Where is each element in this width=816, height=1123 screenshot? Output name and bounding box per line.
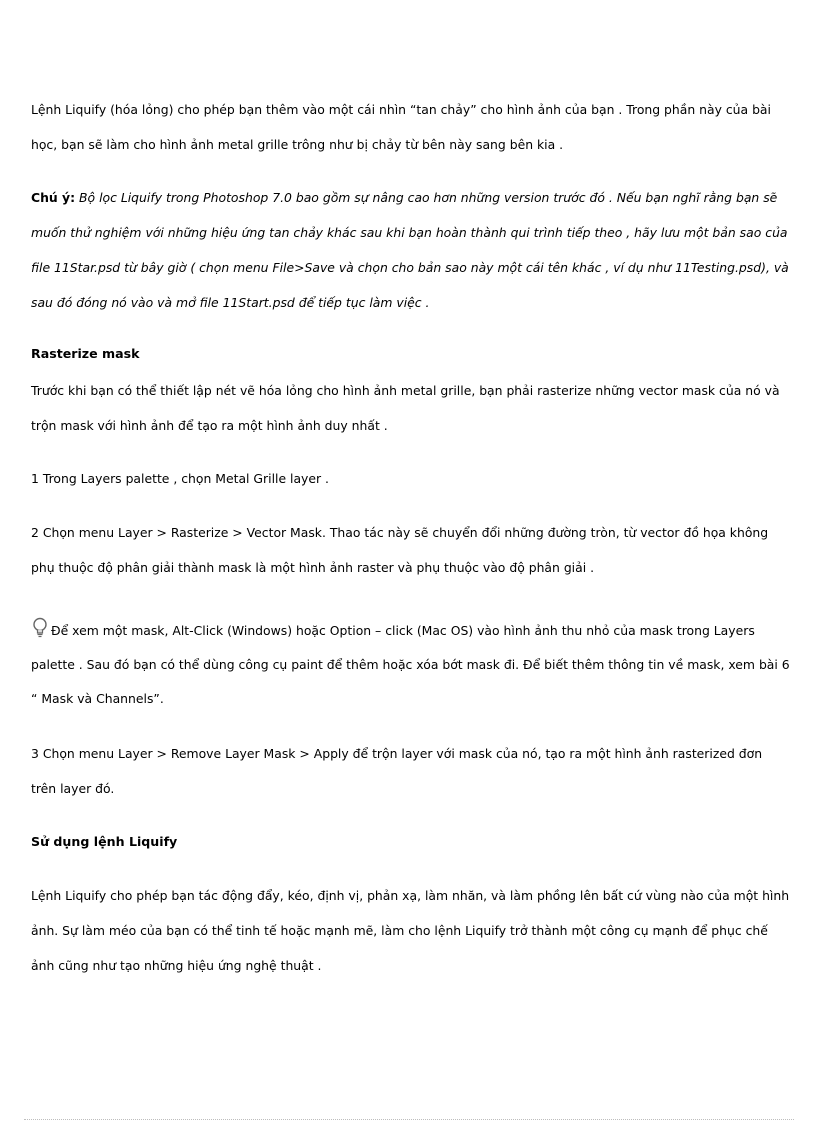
note-paragraph <box>31 180 791 320</box>
note-text: Bộ lọc Liquify trong Photoshop 7.0 bao gồm sự nâng cao hơn những version trước đó . Nếu bạn nghĩ rằng bạn sẽ muốn thử nghiệm với những hiệu ứng tan chảy khác sau khi bạn hoàn thành qui trình tiếp theo , hãy lưu một bản sao của file 11Star.psd từ bây giờ ( chọn menu File>Save và chọn cho bản sao này một cái tên khác , ví dụ như 11Testing.psd), và sau đó đóng nó vào và mở file 11Start.psd để tiếp tục làm việc . <box>31 190 789 310</box>
intro-paragraph: Lệnh Liquify (hóa lỏng) cho phép bạn thêm vào một cái nhìn “tan chảy” cho hình ảnh của bạn . Trong phần này của bài học, bạn sẽ làm cho hình ảnh metal grille trông như bị chảy từ bên này sang bên kia . <box>31 102 771 152</box>
liquify-heading: Sử dụng lệnh Liquify <box>31 834 178 849</box>
lightbulb-icon <box>31 617 49 639</box>
note-label: Chú ý: <box>31 190 76 205</box>
step-1-paragraph: 1 Trong Layers palette , chọn Metal Grille layer . <box>31 471 329 486</box>
liquify-paragraph: Lệnh Liquify cho phép bạn tác động đẩy, kéo, định vị, phản xạ, làm nhăn, và làm phồng lên bất cứ vùng nào của một hình ảnh. Sự làm méo của bạn có thể tinh tế hoặc mạnh mẽ, làm cho lệnh Liquify trở thành một công cụ mạnh để phục chế ảnh cũng như tạo những hiệu ứng nghệ thuật . <box>31 888 790 973</box>
step-3-paragraph: 3 Chọn menu Layer > Remove Layer Mask > Apply để trộn layer với mask của nó, tạo ra một hình ảnh rasterized đơn trên layer đó. <box>31 746 763 796</box>
footer-divider <box>24 1119 794 1120</box>
tip-text: Để xem một mask, Alt-Click (Windows) hoặc Option – click (Mac OS) vào hình ảnh thu nhỏ của mask trong Layers palette . Sau đó bạn có thể dùng công cụ paint để thêm hoặc xóa bớt mask đi. Để biết thêm thông tin về mask, xem bài 6 “ Mask và Channels”. <box>31 623 790 706</box>
rasterize-heading: Rasterize mask <box>31 346 140 361</box>
rasterize-paragraph: Trước khi bạn có thể thiết lập nét vẽ hóa lỏng cho hình ảnh metal grille, bạn phải rasterize những vector mask của nó và trộn mask với hình ảnh để tạo ra một hình ảnh duy nhất . <box>31 383 780 433</box>
tip-paragraph <box>31 614 791 716</box>
step-2-paragraph: 2 Chọn menu Layer > Rasterize > Vector Mask. Thao tác này sẽ chuyển đổi những đường tròn, từ vector đồ họa không phụ thuộc độ phân giải thành mask là một hình ảnh raster và phụ thuộc vào độ phân giải . <box>31 525 769 575</box>
